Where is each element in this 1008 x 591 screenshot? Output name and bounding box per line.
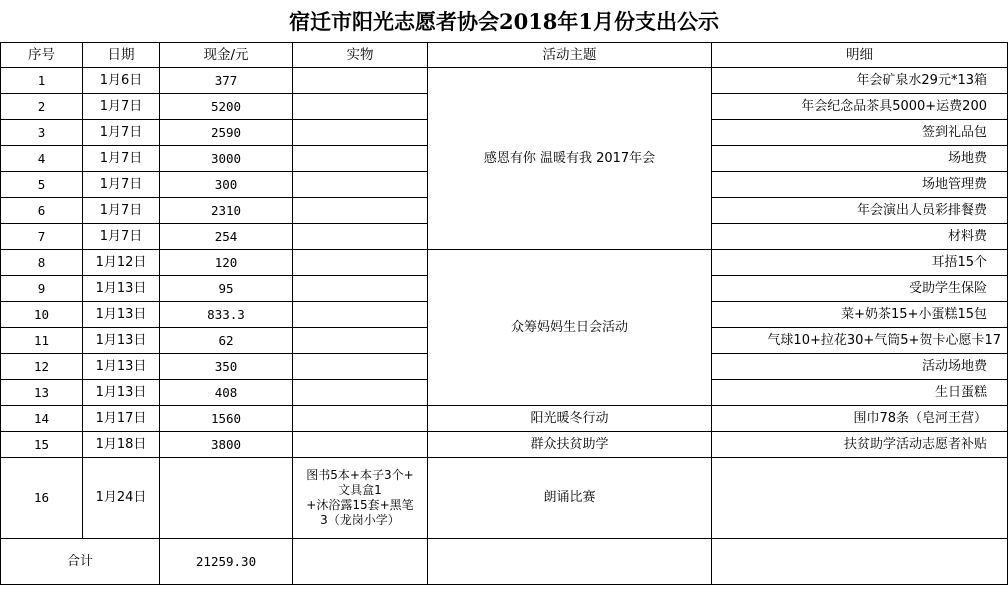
cell-items [293,68,428,94]
total-items [293,539,428,585]
cell-cash: 2310 [160,198,293,224]
table-row [1,458,1008,539]
cell-items [293,328,428,354]
cell-no: 5 [1,172,83,198]
cell-cash: 120 [160,250,293,276]
header-row [1,43,1008,68]
cell-detail: 围巾78条（皂河王营） [712,406,1008,432]
cell-date: 1月13日 [83,354,160,380]
cell-detail: 材料费 [712,224,1008,250]
cell-no: 2 [1,94,83,120]
cell-detail: 年会纪念品茶具5000+运费200 [712,94,1008,120]
expense-table [0,42,1008,585]
cell-cash [160,458,293,539]
cell-detail: 场地费 [712,146,1008,172]
cell-no: 7 [1,224,83,250]
cell-date: 1月7日 [83,94,160,120]
cell-detail: 生日蛋糕 [712,380,1008,406]
cell-cash: 3000 [160,146,293,172]
cell-cash: 2590 [160,120,293,146]
cell-cash: 62 [160,328,293,354]
cell-no: 10 [1,302,83,328]
cell-detail: 签到礼品包 [712,120,1008,146]
cell-items [293,302,428,328]
theme-poverty: 群众扶贫助学 [428,432,712,458]
table-row [1,250,1008,276]
cell-items [293,146,428,172]
cell-items [293,276,428,302]
cell-date: 1月13日 [83,302,160,328]
cell-items [293,354,428,380]
cell-cash: 95 [160,276,293,302]
cell-detail: 扶贫助学活动志愿者补贴 [712,432,1008,458]
table-row [1,68,1008,94]
table-row [1,432,1008,458]
header-no: 序号 [1,43,83,68]
cell-items [293,198,428,224]
cell-cash: 254 [160,224,293,250]
cell-detail: 年会演出人员彩排餐费 [712,198,1008,224]
cell-no: 11 [1,328,83,354]
item-line: 图书5本+本子3个+ [306,468,414,482]
cell-no: 1 [1,68,83,94]
cell-no: 13 [1,380,83,406]
header-items: 实物 [293,43,428,68]
cell-no: 15 [1,432,83,458]
cell-no: 6 [1,198,83,224]
header-theme: 活动主题 [428,43,712,68]
cell-detail: 耳捂15个 [712,250,1008,276]
cell-cash: 377 [160,68,293,94]
cell-items [293,94,428,120]
cell-date: 1月7日 [83,198,160,224]
table-row [1,406,1008,432]
cell-cash: 5200 [160,94,293,120]
cell-cash: 833.3 [160,302,293,328]
total-cash: 21259.30 [160,539,293,585]
cell-items [293,224,428,250]
total-detail [712,539,1008,585]
cell-detail: 气球10+拉花30+气筒5+贺卡心愿卡17 [712,328,1008,354]
header-detail: 明细 [712,43,1008,68]
theme-winter: 阳光暖冬行动 [428,406,712,432]
cell-items [293,380,428,406]
cell-detail: 场地管理费 [712,172,1008,198]
item-line: 文具盒1 [338,483,382,497]
item-line: 3（龙岗小学） [320,513,400,527]
total-theme [428,539,712,585]
cell-date: 1月17日 [83,406,160,432]
cell-cash: 300 [160,172,293,198]
cell-date: 1月24日 [83,458,160,539]
cell-items [293,458,428,539]
cell-no: 14 [1,406,83,432]
cell-detail: 活动场地费 [712,354,1008,380]
item-line: +沐浴露15套+黑笔 [306,498,414,512]
cell-date: 1月7日 [83,172,160,198]
total-row [1,539,1008,585]
cell-date: 1月7日 [83,120,160,146]
cell-date: 1月12日 [83,250,160,276]
cell-cash: 408 [160,380,293,406]
cell-items [293,250,428,276]
cell-no: 4 [1,146,83,172]
cell-date: 1月13日 [83,276,160,302]
sheet-title: 宿迁市阳光志愿者协会2018年1月份支出公示 [0,0,1008,43]
cell-no: 16 [1,458,83,539]
cell-cash: 3800 [160,432,293,458]
cell-date: 1月6日 [83,68,160,94]
cell-items [293,120,428,146]
cell-detail: 年会矿泉水29元*13箱 [712,68,1008,94]
cell-cash: 350 [160,354,293,380]
cell-date: 1月7日 [83,146,160,172]
cell-no: 8 [1,250,83,276]
cell-detail: 受助学生保险 [712,276,1008,302]
cell-date: 1月18日 [83,432,160,458]
cell-cash: 1560 [160,406,293,432]
cell-items [293,432,428,458]
cell-date: 1月13日 [83,328,160,354]
total-label: 合计 [1,539,160,585]
cell-date: 1月13日 [83,380,160,406]
header-date: 日期 [83,43,160,68]
cell-no: 12 [1,354,83,380]
cell-detail: 菜+奶茶15+小蛋糕15包 [712,302,1008,328]
cell-detail [712,458,1008,539]
cell-items [293,172,428,198]
theme-recital: 朗诵比赛 [428,458,712,539]
header-cash: 现金/元 [160,43,293,68]
cell-items [293,406,428,432]
theme-annual-meeting: 感恩有你 温暖有我 2017年会 [428,68,712,250]
theme-birthday: 众筹妈妈生日会活动 [428,250,712,406]
cell-date: 1月7日 [83,224,160,250]
cell-no: 3 [1,120,83,146]
cell-no: 9 [1,276,83,302]
